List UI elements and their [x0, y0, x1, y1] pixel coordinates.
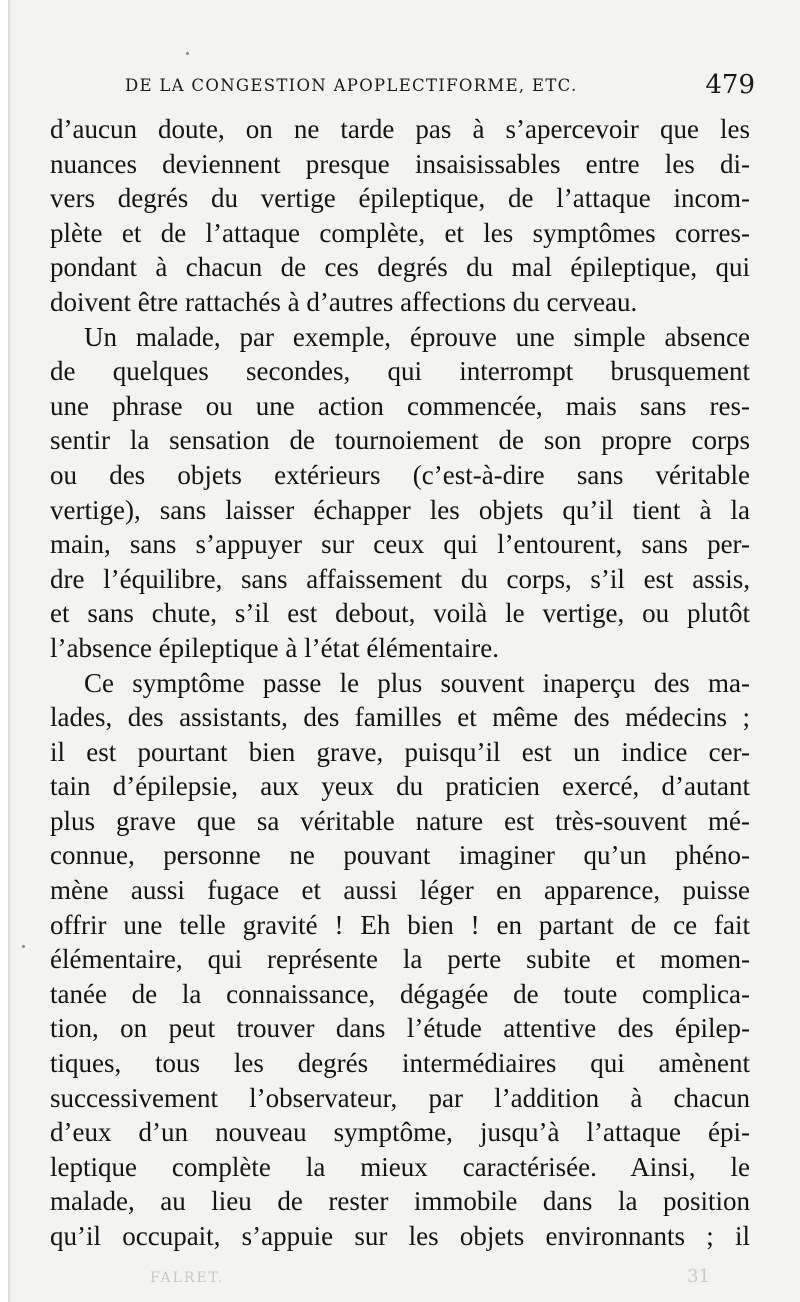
page-number: 479 [705, 70, 755, 100]
text-line: qu’il occupait, s’appuie sur les objets environnants ; il [50, 1221, 750, 1251]
text-line: tain d’épilepsie, aux yeux du praticien exercé, d’autant [50, 771, 750, 802]
signature-number: 31 [687, 1266, 710, 1287]
text-line: dre l’équilibre, sans affaissement du corps, s’il est assis, [50, 563, 750, 594]
text-line: sentir la sensation de tournoiement de son propre corps [50, 425, 750, 456]
text-line: tiques, tous les degrés intermédiaires qui amènent [50, 1048, 750, 1079]
text-line: Un malade, par exemple, éprouve une simple absence [84, 321, 750, 352]
text-line: et sans chute, s’il est debout, voilà le vertige, ou plutôt [50, 598, 750, 629]
text-line: l’absence épileptique à l’état élémentaire. [50, 632, 500, 663]
ink-speck [22, 945, 25, 948]
text-line: offrir une telle gravité ! Eh bien ! en partant de ce fait [50, 909, 750, 940]
text-line: d’eux d’un nouveau symptôme, jusqu’à l’attaque épi- [50, 1117, 750, 1148]
text-line: de quelques secondes, qui interrompt brusquement [50, 356, 750, 387]
text-line: plus grave que sa véritable nature est très-souvent mé- [50, 805, 750, 836]
text-line: tanée de la connaissance, dégagée de toute complica- [50, 978, 750, 1009]
text-line: vertige), sans laisser échapper les objets qu’il tient à la [50, 494, 750, 525]
text-line: d’aucun doute, on ne tarde pas à s’apercevoir que les [50, 114, 750, 144]
text-line: plète et de l’attaque complète, et les symptômes corres- [50, 217, 750, 248]
printer-signature: FALRET. [150, 1270, 225, 1286]
page-header [125, 70, 755, 104]
text-line: il est pourtant bien grave, puisqu’il est un indice cer- [50, 736, 750, 767]
text-line: tion, on peut trouver dans l’étude attentive des épilep- [50, 1013, 750, 1044]
running-title: DE LA CONGESTION APOPLECTIFORME, ETC. [125, 76, 578, 95]
text-line: une phrase ou une action commencée, mais sans res- [50, 390, 750, 421]
text-line: pondant à chacun de ces degrés du mal épileptique, qui [50, 252, 750, 283]
text-line: doivent être rattachés à d’autres affections du cerveau. [50, 286, 638, 317]
text-line: lades, des assistants, des familles et même des médecins ; [50, 702, 750, 733]
ink-speck [186, 52, 189, 55]
text-line: malade, au lieu de rester immobile dans la position [50, 1186, 750, 1217]
text-line: leptique complète la mieux caractérisée. Ainsi, le [50, 1151, 750, 1182]
text-line: main, sans s’appuyer sur ceux qui l’entourent, sans per- [50, 529, 750, 560]
text-line: successivement l’observateur, par l’addition à chacun [50, 1082, 750, 1113]
text-line: Ce symptôme passe le plus souvent inaperçu des ma- [84, 667, 750, 698]
page-footer [150, 1268, 710, 1292]
paragraph-1 [50, 112, 750, 320]
text-line: nuances deviennent presque insaisissables entre les di- [50, 148, 750, 179]
text-line: vers degrés du vertige épileptique, de l’attaque incom- [50, 183, 750, 214]
binding-edge [8, 0, 11, 1302]
text-line: mène aussi fugace et aussi léger en apparence, puisse [50, 875, 750, 906]
paragraph-3 [50, 666, 750, 1254]
text-line: connue, personne ne pouvant imaginer qu’un phéno- [50, 840, 750, 871]
text-line: ou des objets extérieurs (c’est-à-dire sans véritable [50, 459, 750, 490]
text-line: élémentaire, qui représente la perte subite et momen- [50, 944, 750, 975]
body-text [50, 112, 750, 1254]
paragraph-2 [50, 320, 750, 666]
